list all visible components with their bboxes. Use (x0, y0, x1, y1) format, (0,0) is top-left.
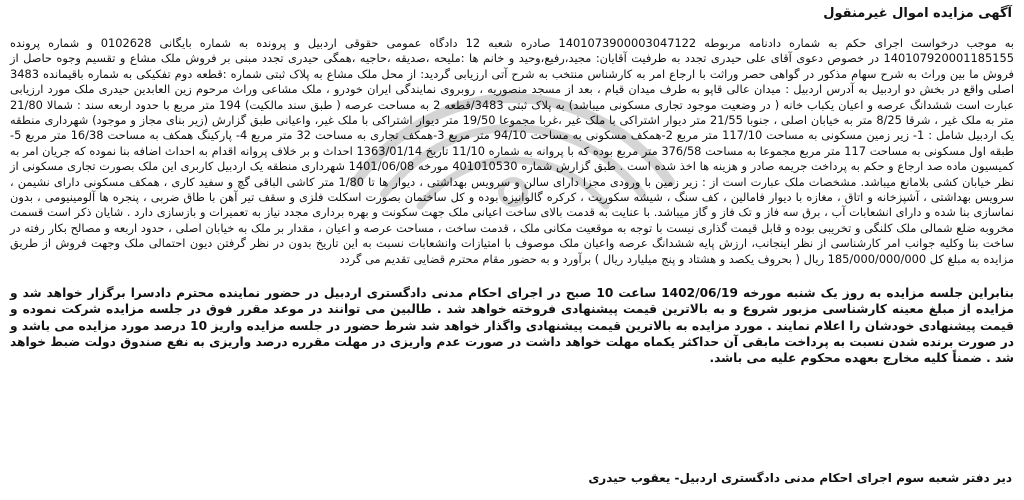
document-body: به موجب درخواست اجرای حکم به شماره دادنامه مربوطه 1401073900003047122 صادره شعبه 12 دادگاه عمومی حقوقی اردبیل و پرونده به شماره بایگانی 0102628 و شماره پرونده 140107920001185155 در خصوص دعوی آقای علی حیدری تجدد به طرفیت آقایان: مجید،رفیع،وحید و خانم ها :ملیحه ،صدیقه ،حاجیه ،همگی حیدری تجدد مبنی بر فروش ملک مشاع و تقسیم وجوه حاصل از فروش ما بین وراث به شرح سهام مذکور در گواهی حصر وراثت با ارجاع امر به کارشناس منتخب به شرح آتی ارزیابی گردید: از محل ملک مشاع به پلاک ثبتی شماره :قطعه دوم تفکیکی به شماره باقیمانده 3483 اصلی واقع در بخش دو اردبیل به آدرس اردبیل : میدان عالی قاپو به طرف میدان قیام ، بعد از مسجد منصوریه ، روبروی نمایندگی ایران خودرو ، ملک مشاعی وراث مرحوم زین العابدین حیدری ملک مورد ارزیابی عبارت است ششدانگ عرصه و اعیان یکباب خانه ( در وضعیت موجود تجاری مسکونی میباشد) به پلاک ثبتی 3483/قطعه 2 به مساحت عرصه ( طبق سند مالکیت) 194 متر مربع با حدود اربعه سند : شمالا 21/80 متر به ملک غیر ، شرقا 8/25 متر به خیابان اصلی ، جنوبا 21/55 متر دیوار اشتراکی با ملک غیر ،غربا مجموعا 19/50 متر دیوار اشتراکی با ملک غیر، واعیانی طبق گزارش (زیر بنای مجاز و موجود) شهرداری منطقه یک اردبیل شامل : 1- زیر زمین مسکونی به مساحت 117/10 متر مربع 2-همکف مسکونی به مساحت 94/10 متر مربع 3-همکف تجاری به مساحت 32 متر مربع 4- پارکینگ همکف به مساحت 16/38 متر مربع 5-طبقه اول مسکونی به مساحت 117 متر مربع مجموعا به مساحت 376/58 متر مربع بوده که با پروانه به شماره 11/10 تاریخ 1363/01/14 احداث و بر خلاف پروانه اقدام به احداث اضافه بنا نموده که جریان امر به کمیسیون ماده صد ارجاع و حکم به پرداخت جریمه صادر و هزینه ها اخذ شده است . طبق گزارش شماره 401010530 مورخه 1401/06/08 شهرداری منطقه یک اردبیل کاربری این ملک بصورت تجاری مسکونی از نظر خیابان کشی بلامانع میباشد. مشخصات ملک عبارت است از : زیر زمین با ورودی مجزا دارای سالن و سرویس بهداشتی ، دیوار ها تا 1/80 متر کاشی الباقی گچ و سفید کاری ، همکف مسکونی دارای نشیمن ، سرویس بهداشتی ، آشپزخانه و اتاق ، مغازه با دیوار فامالین ، کف سنگ ، شیشه سکوریت ، کرکره گالوانیزه بوده و کل ساختمان بصورت اسکلت فلزی و سقف تیر آهن با طاق ضربی ، پنجره ها آلومینیومی ، بدون نماسازی بنا شده و دارای انشعابات آب ، برق سه فاز و تک فاز و گاز میباشد. با عنایت به قدمت بالای ساخت اعیانی ملک جهت سکونت و بهره برداری مجدد نیاز به تعمیرات و بازسازی دارد . شایان ذکر است قسمت مخروبه ضلع شمالی ملک کلنگی و تخریبی بوده و قابل قیمت گذاری نیست با توجه به موقعیت مکانی ملک ، قدمت ساخت ، مساحت عرصه و اعیان ، مقدار بر ملک به خیابان اصلی ، حدود اربعه و مصالح بکار رفته در ساخت بنا وکلیه جوانب امر کارشناسی از نظر اینجانب، ارزش پایه ششدانگ عرصه واعیان ملک موصوف با امتیازات وانشعابات نسبت به این تاریخ بدون در نظر گرفتن دیون احتمالی ملک وجهت فروش از طریق مزایده به مبلغ کل 185/000/000/000 ریال ( بحروف یکصد و هشتاد و پنج میلیارد ریال ) برآورد و به حضور مقام محترم قضایی تقدیم می گردد (10, 36, 1015, 266)
auction-session-notice: بنابراین جلسه مزایده به روز یک شنبه مورخه 1402/06/19 ساعت 10 صبح در اجرای احکام مدنی دادگستری اردبیل در حضور نماینده محترم دادسرا برگزار خواهد شد و مزایده از مبلغ معینه کارشناسی مزبور شروع و به بالاترین قیمت پیشنهادی فروخته خواهد شد . طالبین می توانند در موعد مقرر فوق در جلسه مزایده شرکت نموده و قیمت پیشنهادی خودشان را اعلام نمایند . مورد مزایده به بالاترین قیمت پیشنهادی واگذار خواهد شد شرط حضور در جلسه مزایده واریز 10 درصد مورد مزایده می باشد و در صورت برنده شدن نسبت به پرداخت مابقی آن حداکثر یکماه مهلت خواهد داشت در صورت عدم واریزی در مهلت مقرره درصد واریزی به نفع صندوق دولت ضبط خواهد شد . ضمناً کلیه مخارج بعهده محکوم علیه می باشد. (10, 286, 1015, 366)
document-signature: دیر دفتر شعبه سوم اجرای احکام مدنی دادگستری اردبیل- یعقوب حیدری (588, 471, 1012, 485)
document-title: آگهی مزایده اموال غیرمنقول (823, 6, 1012, 21)
